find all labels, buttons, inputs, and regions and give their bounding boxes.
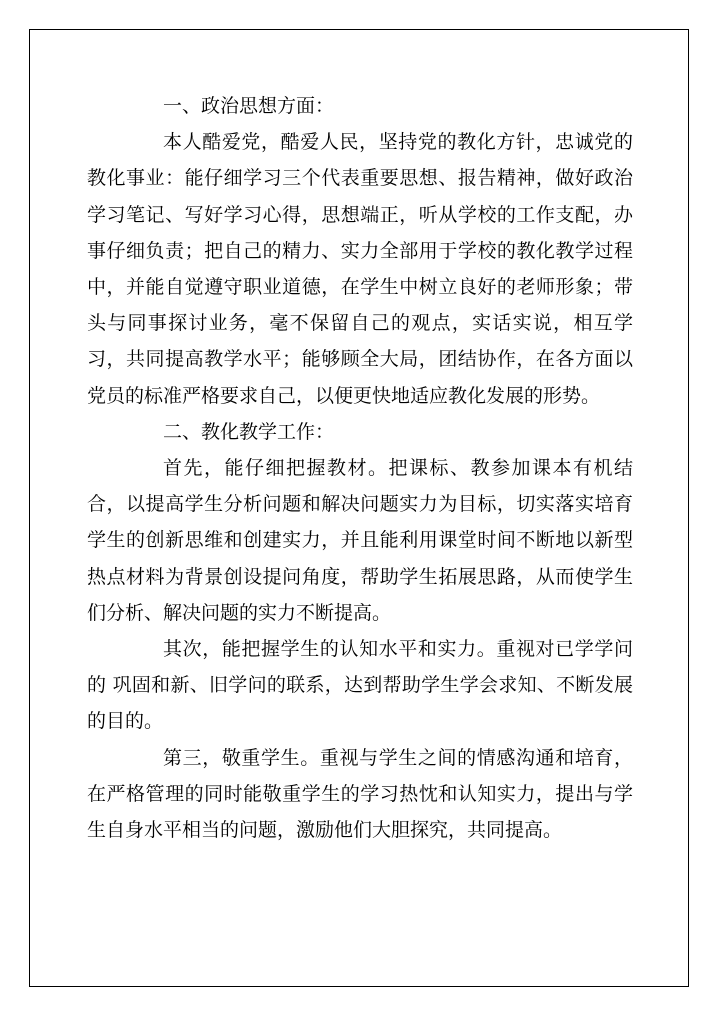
paragraph-political-thought: 本人酷爱党，酷爱人民，坚持党的教化方针，忠诚党的教化事业：能仔细学习三个代表重要思想、报告精神，做好政治学习笔记、写好学习心得，思想端正，听从学校的工作支配，办事仔细负责；把自己的精力、实力全部用于学校的教化教学过程中，并能自觉遵守职业道德，在学生中树立良好的老师形象；带头与同事探讨业务，毫不保留自己的观点，实话实说，相互学习，共同提高教学水平；能够顾全大局，团结协作，在各方面以党员的标准严格要求自己，以便更快地适应教化发展的形势。	[87, 131, 633, 407]
section-heading-teaching: 二、教化教学工作：	[163, 420, 335, 443]
paragraph-respect-students: 第三，敬重学生。重视与学生之间的情感沟通和培育，在严格管理的同时能敬重学生的学习热忱和认知实力，提出与学生自身水平相当的问题，激励他们大胆探究，共同提高。	[87, 746, 633, 842]
document-body	[87, 88, 633, 848]
paragraph-student-cognition: 其次，能把握学生的认知水平和实力。重视对已学学问的 巩固和新、旧学问的联系，达到帮助学生学会求知、不断发展的目的。	[87, 638, 633, 733]
section-heading-political: 一、政治思想方面：	[163, 95, 335, 117]
paragraph-textbook-mastery: 首先，能仔细把握教材。把课标、教参加课本有机结合，以提高学生分析问题和解决问题实力为目标，切实落实培育学生的创新思维和创建实力，并且能利用课堂时间不断地以新型热点材料为背景创设提问角度，帮助学生拓展思路，从而使学生们分析、解决问题的实力不断提高。	[87, 457, 633, 624]
